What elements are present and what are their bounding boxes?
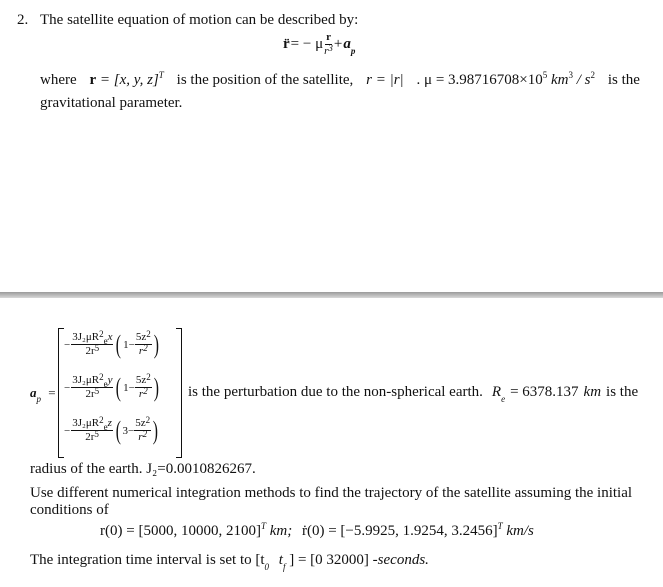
page-separator bbox=[0, 292, 663, 298]
eq-lhs: r̈ bbox=[283, 36, 290, 52]
eq-fraction bbox=[324, 32, 333, 57]
r-definition: r = [x, y, z]$^T$ bbox=[89, 70, 164, 88]
radius-line: radius of the earth. J₂=0.0010826267. bbox=[30, 461, 256, 477]
gravitational-parameter-text: gravitational parameter. bbox=[40, 95, 183, 111]
perturbation-vector bbox=[58, 328, 182, 458]
eq-frac-num: r bbox=[326, 31, 331, 43]
eq-a: $a_p$ bbox=[343, 36, 356, 56]
perturbation-description: is the perturbation due to the non-spherical earth. $R_e$ = 6378.137 km is the bbox=[188, 384, 639, 404]
intro-text: The satellite equation of motion can be described by: bbox=[40, 12, 359, 28]
integration-interval: The integration time interval is set to [$t_0$ $t_f$ ] = [0 32000] -seconds. bbox=[30, 552, 429, 572]
matrix-row-x: − $\frac{3J_2\mu R^2_ex}{2r^5}$ ( 1 − $\frac{5z^2}{r^2}$ ) bbox=[64, 329, 159, 359]
eq-plus: + bbox=[333, 36, 343, 52]
eq-frac-den: $r^3$ bbox=[324, 43, 333, 57]
eq-minus-mu: = − μ bbox=[290, 36, 324, 52]
method-line-2: conditions of bbox=[30, 502, 109, 518]
r-magnitude: r = |r| bbox=[366, 72, 404, 88]
where-line: where r = [x, y, z]$^T$ is the position of the satellite, r = |r| . $\mu = 3.98716708\times 10^5$ $km^3 / s^2$ is the bbox=[40, 70, 640, 88]
ap-label: $a_p$ = bbox=[30, 385, 56, 404]
matrix-right-bracket bbox=[176, 328, 182, 458]
equation-of-motion bbox=[283, 32, 355, 57]
initial-conditions: r(0) = [5000, 10000, 2100]$^T$ km; ṙ(0) = [−5.9925, 1.9254, 3.2456]$^T$ km/s bbox=[100, 521, 534, 539]
matrix-row-y: − $\frac{3J_2\mu R^2_ey}{2r^5}$ ( 1 − $\frac{5z^2}{r^2}$ ) bbox=[64, 372, 159, 402]
problem-number: 2. bbox=[17, 12, 29, 28]
mu-value: . $\mu = 3.98716708\times 10^5$ $km^3 / s^2$ bbox=[416, 70, 596, 88]
method-line-1: Use different numerical integration methods to find the trajectory of the satellite assuming the initial bbox=[30, 485, 633, 501]
matrix-row-z: − $\frac{3J_2\mu R^2_ez}{2r^5}$ ( 3 − $\frac{5z^2}{r^2}$ ) bbox=[64, 415, 159, 445]
